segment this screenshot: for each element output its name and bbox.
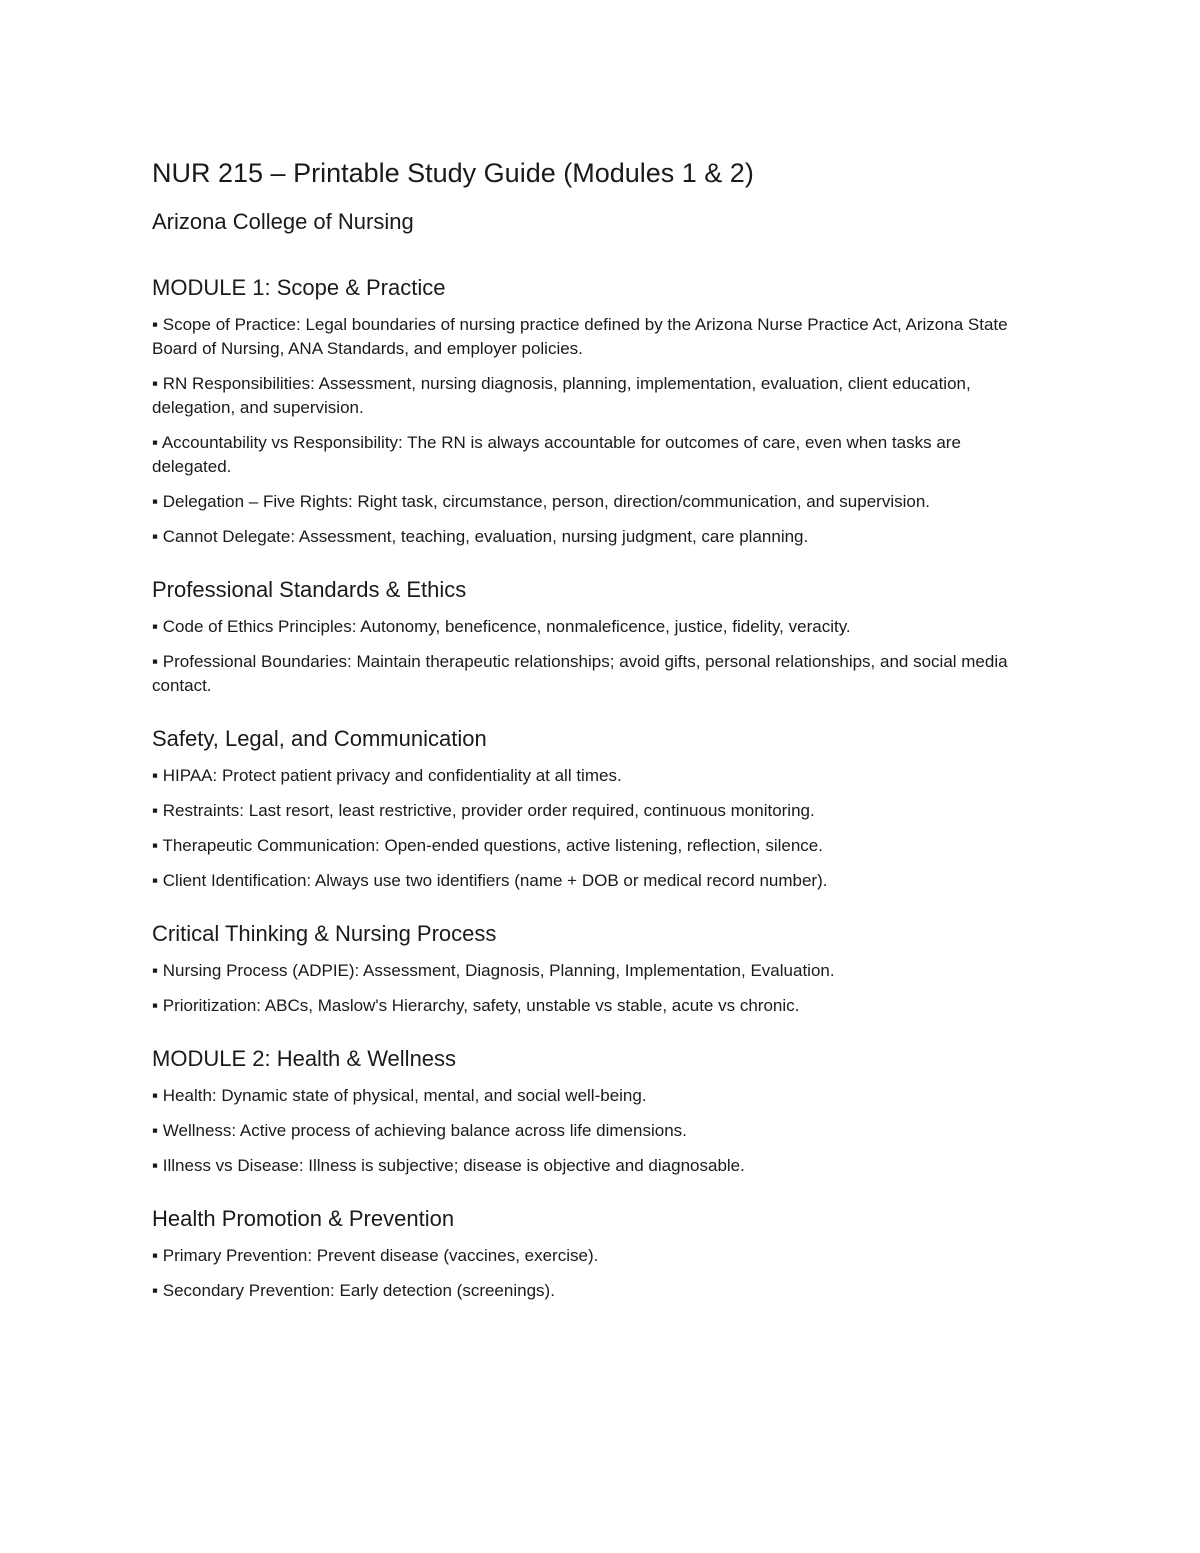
document-subtitle: Arizona College of Nursing <box>152 209 414 234</box>
section-heading: Critical Thinking & Nursing Process <box>152 921 497 946</box>
bullet-icon: ▪ <box>152 492 159 511</box>
list-item-text: Delegation – Five Rights: Right task, circumstance, person, direction/communication, and supervision. <box>162 492 931 511</box>
list-item <box>152 372 1040 420</box>
list-item-text: Client Identification: Always use two identifiers (name + DOB or medical record number). <box>162 871 828 890</box>
document-title: NUR 215 – Printable Study Guide (Modules 1 & 2) <box>152 158 754 188</box>
bullet-icon: ▪ <box>152 766 159 785</box>
bullet-list <box>152 959 1040 1018</box>
bullet-list <box>152 615 1040 698</box>
list-item-text: Restraints: Last resort, least restrictive, provider order required, continuous monitoring. <box>162 801 815 820</box>
section-heading: MODULE 1: Scope & Practice <box>152 275 446 300</box>
list-item <box>152 431 1040 479</box>
list-item <box>152 994 1040 1018</box>
bullet-icon: ▪ <box>152 1156 159 1175</box>
list-item-text: Therapeutic Communication: Open-ended questions, active listening, reflection, silence. <box>162 836 823 855</box>
list-item <box>152 1154 1040 1178</box>
bullet-icon: ▪ <box>152 1246 159 1265</box>
section-heading: MODULE 2: Health & Wellness <box>152 1046 457 1071</box>
list-item <box>152 1244 1040 1268</box>
bullet-list <box>152 313 1040 549</box>
bullet-list <box>152 1244 1040 1303</box>
list-item-text: Health: Dynamic state of physical, mental, and social well-being. <box>162 1086 647 1105</box>
list-item <box>152 869 1040 893</box>
list-item-text: Primary Prevention: Prevent disease (vaccines, exercise). <box>162 1246 599 1265</box>
section <box>152 1206 1040 1303</box>
list-item-text: Scope of Practice: Legal boundaries of nursing practice defined by the Arizona Nurse Practice Act, Arizona State Board of Nursing, ANA Standards, and employer policies. <box>152 315 1008 358</box>
section <box>152 577 1040 698</box>
list-item <box>152 313 1040 361</box>
list-item <box>152 799 1040 823</box>
list-item-text: Illness vs Disease: Illness is subjective; disease is objective and diagnosable. <box>162 1156 745 1175</box>
list-item-text: RN Responsibilities: Assessment, nursing diagnosis, planning, implementation, evaluation, client education, delegation, and supervision. <box>152 374 971 417</box>
list-item-text: Cannot Delegate: Assessment, teaching, evaluation, nursing judgment, care planning. <box>162 527 809 546</box>
section-heading: Professional Standards & Ethics <box>152 577 467 602</box>
list-item-text: HIPAA: Protect patient privacy and confidentiality at all times. <box>162 766 622 785</box>
bullet-icon: ▪ <box>152 871 159 890</box>
list-item-text: Wellness: Active process of achieving balance across life dimensions. <box>162 1121 687 1140</box>
bullet-icon: ▪ <box>152 1281 159 1300</box>
section-heading: Health Promotion & Prevention <box>152 1206 455 1231</box>
section <box>152 275 1040 549</box>
list-item <box>152 650 1040 698</box>
bullet-icon: ▪ <box>152 617 159 636</box>
list-item-text: Prioritization: ABCs, Maslow's Hierarchy, safety, unstable vs stable, acute vs chronic. <box>162 996 800 1015</box>
bullet-list <box>152 1084 1040 1178</box>
list-item-text: Nursing Process (ADPIE): Assessment, Diagnosis, Planning, Implementation, Evaluation. <box>162 961 835 980</box>
section <box>152 1046 1040 1178</box>
bullet-icon: ▪ <box>152 315 159 334</box>
bullet-icon: ▪ <box>152 374 159 393</box>
bullet-icon: ▪ <box>152 527 159 546</box>
list-item-text: Secondary Prevention: Early detection (screenings). <box>162 1281 555 1300</box>
bullet-icon: ▪ <box>152 996 159 1015</box>
list-item <box>152 764 1040 788</box>
list-item <box>152 1279 1040 1303</box>
list-item <box>152 615 1040 639</box>
bullet-icon: ▪ <box>152 1121 159 1140</box>
list-item <box>152 1119 1040 1143</box>
bullet-icon: ▪ <box>152 961 159 980</box>
list-item <box>152 490 1040 514</box>
sections-container <box>152 275 1040 1303</box>
bullet-icon: ▪ <box>152 836 159 855</box>
list-item-text: Code of Ethics Principles: Autonomy, beneficence, nonmaleficence, justice, fidelity, veracity. <box>162 617 851 636</box>
list-item-text: Accountability vs Responsibility: The RN is always accountable for outcomes of care, even when tasks are delegated. <box>152 433 961 476</box>
bullet-icon: ▪ <box>152 433 159 452</box>
list-item-text: Professional Boundaries: Maintain therapeutic relationships; avoid gifts, personal relationships, and social media contact. <box>152 652 1008 695</box>
bullet-icon: ▪ <box>152 801 159 820</box>
list-item <box>152 525 1040 549</box>
list-item <box>152 959 1040 983</box>
list-item <box>152 834 1040 858</box>
list-item <box>152 1084 1040 1108</box>
bullet-icon: ▪ <box>152 652 159 671</box>
section <box>152 726 1040 893</box>
bullet-list <box>152 764 1040 893</box>
section <box>152 921 1040 1018</box>
bullet-icon: ▪ <box>152 1086 159 1105</box>
section-heading: Safety, Legal, and Communication <box>152 726 487 751</box>
